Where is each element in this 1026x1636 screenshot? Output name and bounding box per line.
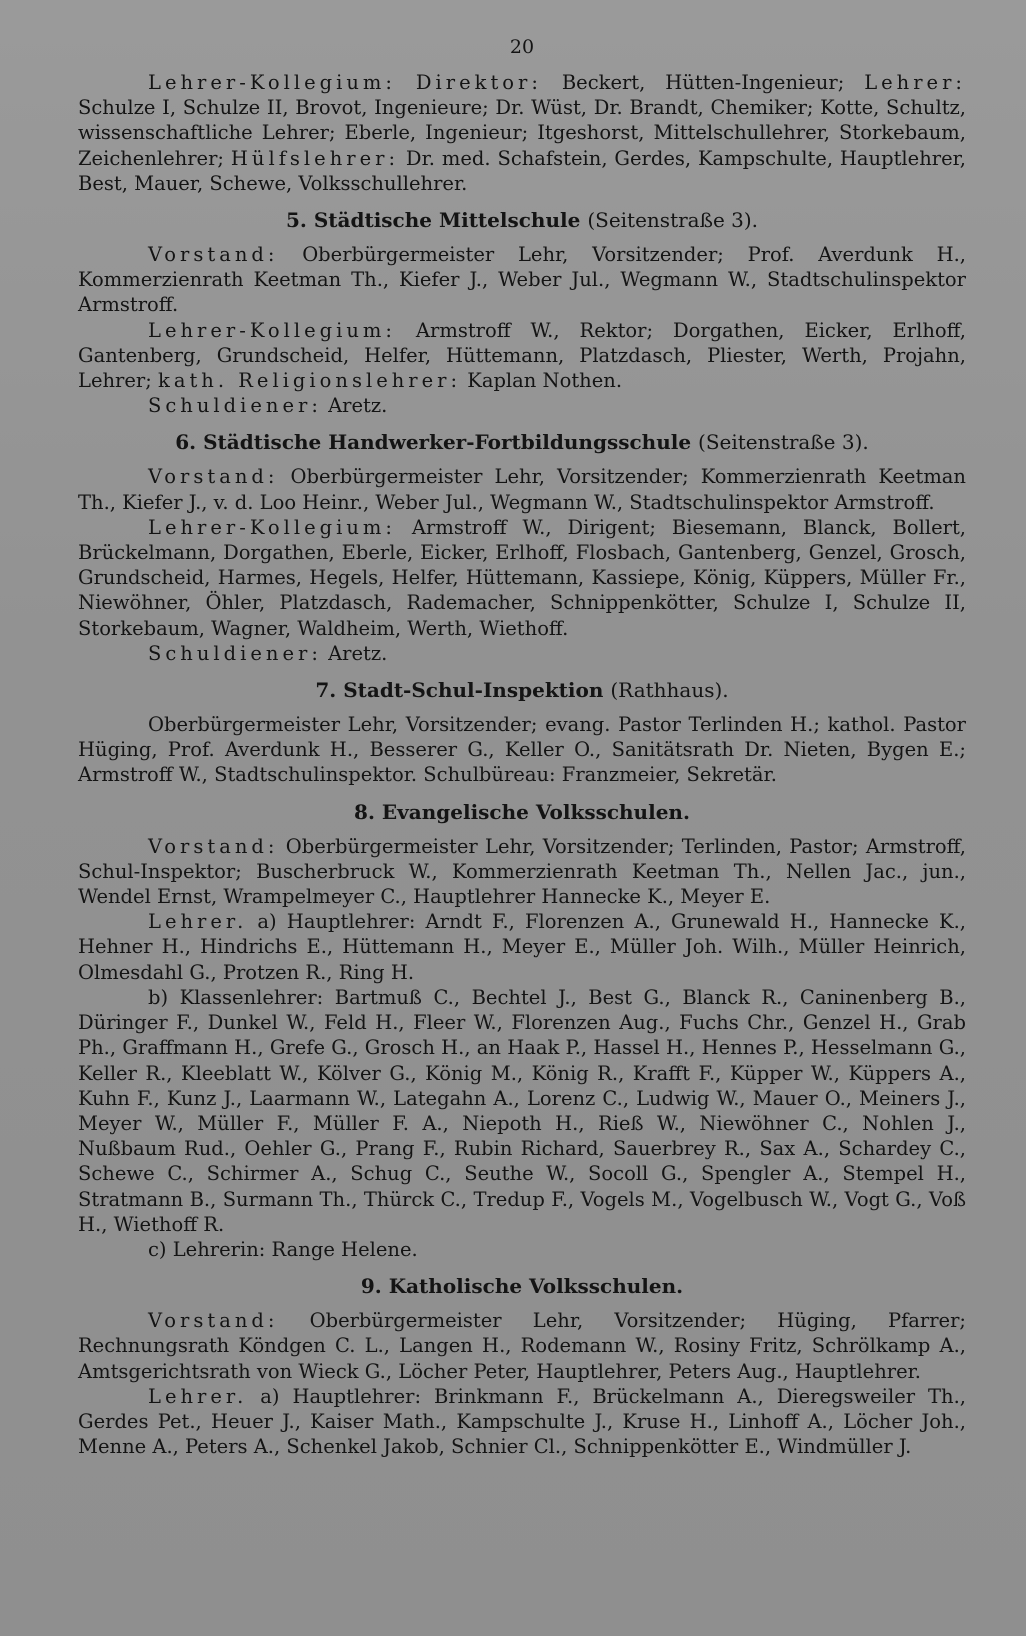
s6-schuldiener: Schuldiener: Aretz. — [148, 641, 388, 665]
s7-text: Oberbürgermeister Lehr, Vorsitzender; evang. Pastor Terlinden H.; kathol. Pastor Hüging, Prof. Averdunk H., Besserer G., Keller O., Sanitätsrath Dr. Nieten, Bygen E.; Armstroff W., Stadtschulinspektor. Schulbüreau: Franzmeier, Sekretär. — [78, 713, 966, 787]
s9-lehrer-a: Lehrer. a) Hauptlehrer: Brinkmann F., Brückelmann A., Dieregsweiler Th., Gerdes Pet., Heuer J., Kaiser Math., Kampschulte J., Kruse H., Linhoff A., Löcher Joh., Menne A., Peters A., Schenkel Jakob, Schnier Cl., Schnippenkötter E., Windmüller J. — [78, 1384, 966, 1459]
s9-vorstand: Vorstand: Oberbürgermeister Lehr, Vorsitzender; Hüging, Pfarrer; Rechnungsrath Köndgen C. L., Langen H., Rodemann W., Rosiny Fritz, Schrölkamp A., Amtsgerichtsrath von Wieck G., Löcher Peter, Hauptlehrer, Peters Aug., Hauptlehrer. — [78, 1309, 966, 1383]
page-number: 20 — [509, 36, 535, 58]
section-title-6: Städtische Handwerker-Fortbildungsschule — [203, 430, 692, 455]
section-heading-9: 9. Katholische Volksschulen. — [360, 1274, 684, 1299]
section-heading-5: 5. Städtische Mittelschule (Seitenstraße 3). — [285, 208, 759, 233]
label-direktor: Direktor: — [415, 71, 542, 94]
s8-lehrer-b: b) Klassenlehrer: Bartmuß C., Bechtel J., Best G., Blanck R., Caninenberg B., Düringer F., Dunkel W., Feld H., Fleer W., Florenzen Aug., Fuchs Chr., Genzel H., Grab Ph., Graffmann H., Grefe G., Grosch H., an Haak P., Hassel H., Hennes P., Hesselmann G., Keller R., Kleeblatt W., Kölver G., König M., König R., Krafft F., Küpper W., Küppers A., Kuhn F., Kunz J., Laarmann W., Lategahn A., Lorenz C., Ludwig W., Mauer O., Meiners J., Meyer W., Müller F., Müller F. A., Niepoth H., Rieß W., Niewöhner C., Nohlen J., Nußbaum Rud., Oehler G., Prang F., Rubin Richard, Sauerbrey R., Sax A., Schardey C., Schewe C., Schirmer A., Schug C., Seuthe W., Socoll G., Spengler A., Stempel H., Stratmann B., Surmann Th., Thürck C., Tredup F., Vogels M., Vogelbusch W., Vogt G., Voß H., Wiethoff R. — [78, 985, 966, 1236]
section-title-7: Stadt-Schul-Inspektion — [343, 678, 604, 703]
s8-vorstand: Vorstand: Oberbürgermeister Lehr, Vorsitzender; Terlinden, Pastor; Armstroff, Schul-Inspektor; Buscherbruck W., Kommerzienrath Keetman Th., Nellen Jac., jun., Wendel Ernst, Wrampelmeyer C., Hauptlehrer Hannecke K., Meyer E. — [78, 834, 966, 909]
section-heading-7: 7. Stadt-Schul-Inspektion (Rathhaus). — [315, 678, 729, 703]
s5-schuldiener: Schuldiener: Aretz. — [148, 394, 388, 418]
label-lehrer-kollegium: Lehrer-Kollegium: — [148, 71, 396, 94]
s8-lehrer-c: c) Lehrerin: Range Helene. — [148, 1237, 418, 1261]
section-heading-6: 6. Städtische Handwerker-Fortbildungsschule (Seitenstraße 3). — [175, 430, 869, 455]
s5-vorstand: Vorstand: Oberbürgermeister Lehr, Vorsitzender; Prof. Averdunk H., Kommerzienrath Keetman Th., Kiefer J., Weber Jul., Wegmann W., Stadtschulinspektor Armstroff. — [78, 243, 966, 317]
section-title-9: Katholische Volksschulen. — [388, 1274, 684, 1299]
s8-lehrer-a: Lehrer. a) Hauptlehrer: Arndt F., Florenzen A., Grunewald H., Hannecke K., Hehner H., Hindrichs E., Hüttemann H., Meyer E., Müller Joh. Wilh., Müller Heinrich, Olmesdahl G., Protzen R., Ring H. — [78, 910, 966, 984]
section-title-5: Städtische Mittelschule — [313, 208, 581, 233]
section-heading-8: 8. Evangelische Volksschulen. — [354, 799, 690, 824]
section-title-8: Evangelische Volksschulen. — [381, 799, 690, 824]
lehrer-kollegium-paragraph: Lehrer-Kollegium: Direktor: Beckert, Hütten-Ingenieur; Lehrer: Schulze I, Schulze II, Brovot, Ingenieure; Dr. Wüst, Dr. Brandt, Chemiker; Kotte, Schultz, wissenschaftliche Lehrer; Eberle, Ingenieur; Itgeshorst, Mittelschullehrer, Storkebaum, Zeichenlehrer; Hülfslehrer: Dr. med. Schafstein, Gerdes, Kampschulte, Hauptlehrer, Best, Mauer, Schewe, Volksschullehrer. — [78, 71, 966, 195]
label-lehrer: Lehrer: — [864, 71, 966, 94]
s6-lehrer-kollegium: Lehrer-Kollegium: Armstroff W., Dirigent; Biesemann, Blanck, Bollert, Brückelmann, Dorgathen, Eberle, Eicker, Erlhoff, Flosbach, Gantenberg, Genzel, Grosch, Grundscheid, Harmes, Hegels, Helfer, Hüttemann, Kassiepe, König, Küppers, Müller Fr., Niewöhner, Öhler, Platzdasch, Rademacher, Schnippenkötter, Schulze I, Schulze II, Storkebaum, Wagner, Waldheim, Werth, Wiethoff. — [78, 515, 966, 640]
s5-lehrer-kollegium: Lehrer-Kollegium: Armstroff W., Rektor; Dorgathen, Eicker, Erlhoff, Gantenberg, Grundscheid, Helfer, Hüttemann, Platzdasch, Pliester, Werth, Projahn, Lehrer; kath. Religionslehrer: Kaplan Nothen. — [78, 318, 966, 393]
s6-vorstand: Vorstand: Oberbürgermeister Lehr, Vorsitzender; Kommerzienrath Keetman Th., Kiefer J., v. d. Loo Heinr., Weber Jul., Wegmann W., Stadtschulinspektor Armstroff. — [78, 465, 966, 514]
label-huelfslehrer: Hülfslehrer: — [230, 146, 400, 170]
